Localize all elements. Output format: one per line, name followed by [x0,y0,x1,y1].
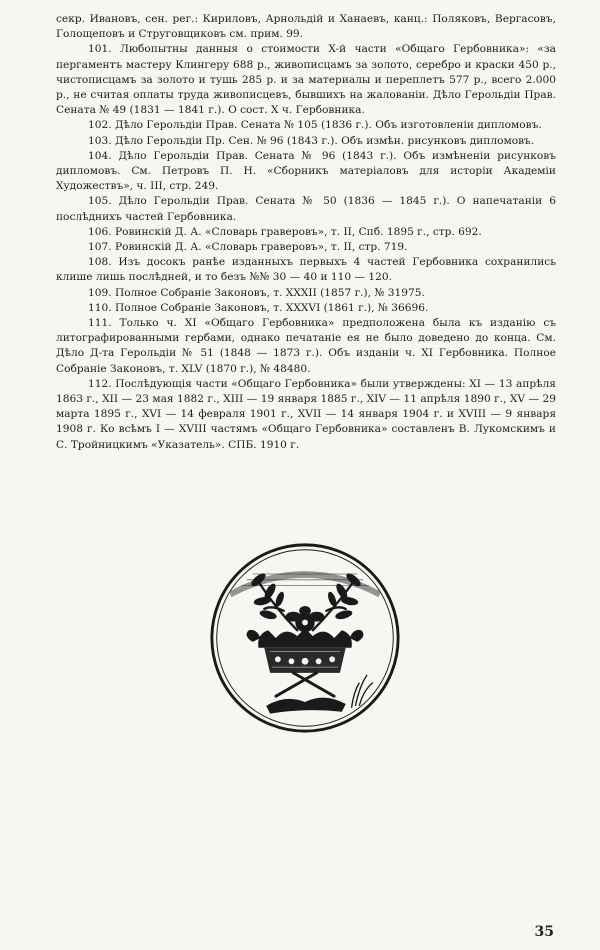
endnote-108: 108. Изъ досокъ ранѣе изданныхъ первыхъ 4 частей Гербовника сохранились клише лишь послѣдней, и то безъ №№ 30 — 40 и 110 — 120. [56,256,556,284]
page-number: 35 [534,924,554,940]
endnote-105: 105. Дѣло Герольдiи Прав. Сената № 50 (1836 — 1845 г.). О напечатанiи 6 послѣднихъ частей Гербовника. [56,195,556,223]
endnote-103: 103. Дѣло Герольдiи Пр. Сен. № 96 (1843 г.). Объ измѣн. рисунковъ дипломовъ. [88,134,535,147]
crown-vignette-icon [208,541,402,735]
endnote-111: 111. Только ч. XI «Общаго Гербовника» предположена была къ изданiю съ литографированными гербами, однако печатанiе ея не было доведено до конца. См. Дѣло Д-та Герольдiи № 51 (1848 — 1873 г.). Объ изданiи ч. XI Гербовника. Полное Собранiе Законовъ, т. XLV (1870 г.), № 48480. [56,317,556,375]
endnotes [56,12,556,453]
endnote-107: 107. Ровинскiй Д. А. «Словарь граверовъ», т. II, стр. 719. [88,241,408,254]
endnote-109: 109. Полное Собранiе Законовъ, т. XXXII (1857 г.), № 31975. [88,286,425,299]
endnote-continuation: секр. Ивановъ, сен. рег.: Кириловъ, Арнольдiй и Ханаевъ, канц.: Поляковъ, Вергасовъ, Голощеповъ и Струговщиковъ см. прим. 99. [56,13,556,41]
endnote-112: 112. Послѣдующiя части «Общаго Гербовника» были утверждены: XI — 13 апрѣля 1863 г., XII — 23 мая 1882 г., XIII — 19 января 1885 г., XIV — 11 апрѣля 1890 г., XV — 29 марта 1895 г., XVI — 14 февраля 1901 г., XVII — 14 января 1904 г. и XVIII — 9 января 1908 г. Ко всѣмъ I — XVIII частямъ «Общаго Гербовника» составленъ В. Лукомскимъ и С. Тройницкимъ «Указатель». СПБ. 1910 г. [56,377,556,451]
endnote-110: 110. Полное Собранiе Законовъ, т. XXXVI (1861 г.), № 36696. [88,301,429,314]
endnote-106: 106. Ровинскiй Д. А. «Словарь граверовъ», т. II, Спб. 1895 г., стр. 692. [88,225,482,238]
endnote-102: 102. Дѣло Герольдiи Прав. Сената № 105 (1836 г.). Объ изготовленiи дипломовъ. [88,119,542,132]
endnote-104: 104. Дѣло Герольдiи Прав. Сената № 96 (1843 г.). Объ измѣненiи рисунковъ дипломовъ. См. Петровъ П. Н. «Сборникъ матерiаловъ для исторiи Академiи Художествъ», ч. III, стр. 249. [56,149,556,193]
endnote-101: 101. Любопытны данныя о стоимости X-й части «Общаго Гербовника»: «за пергаментъ мастеру Клингеру 688 р., живописцамъ за золото, серебро и краски 450 р., чистописцамъ за золото и тушь 285 р. и за материалы и переплетъ 577 р., всего 2.000 р., не считая оплаты труда живописцевъ, бывшихъ на жалованiи. Дѣло Герольдiи Прав. Сената № 49 (1831 — 1841 г.). О сост. X ч. Гербовника. [56,43,556,117]
